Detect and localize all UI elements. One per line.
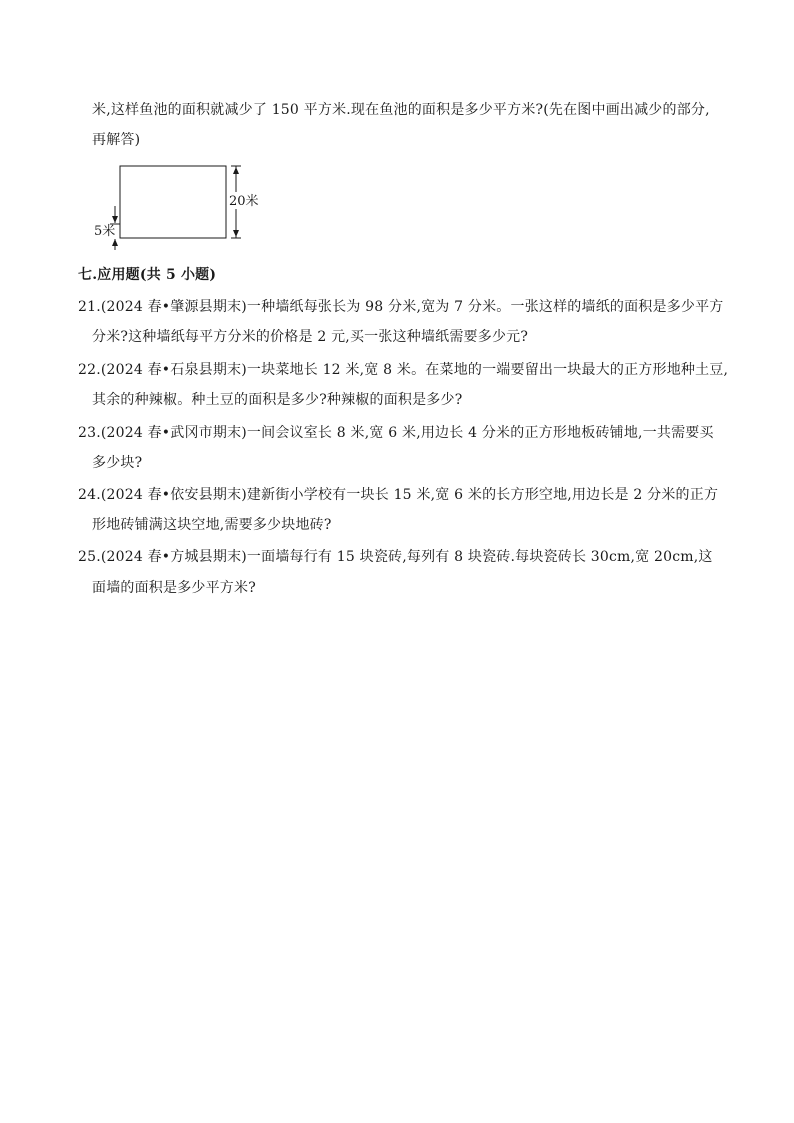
pond-diagram-svg [90,160,270,250]
problem-20-line-1: 米,这样鱼池的面积就减少了 150 平方米.现在鱼池的面积是多少平方米?(先在图中画出减少的部分, [92,102,710,118]
cut-label: 5米 [94,224,116,239]
height-arrow-up [233,167,239,174]
problem-25-line-2: 面墙的面积是多少平方米? [92,580,256,596]
problem-24-line-2: 形地砖铺满这块空地,需要多少块地砖? [92,517,332,533]
cut-arrow-bottom [112,239,118,246]
section-heading: 七.应用题(共 5 小题) [78,267,217,283]
problem-22-line-2: 其余的种辣椒。种土豆的面积是多少?种辣椒的面积是多少? [92,392,463,408]
pond-diagram [90,160,270,250]
height-arrow-down [233,230,239,237]
cut-arrow-top [112,216,118,223]
problem-21-line-2: 分米?这种墙纸每平方分米的价格是 2 元,买一张这种墙纸需要多少元? [92,329,529,345]
problem-24-line-1: 24.(2024 春•依安县期末)建新街小学校有一块长 15 米,宽 6 米的长方形空地,用边长是 2 分米的正方 [78,487,719,503]
problem-25-line-1: 25.(2024 春•方城县期末)一面墙每行有 15 块瓷砖,每列有 8 块瓷砖.每块瓷砖长 30cm,宽 20cm,这 [78,549,713,565]
problem-22-line-1: 22.(2024 春•石泉县期末)一块菜地长 12 米,宽 8 米。在菜地的一端要留出一块最大的正方形地种土豆, [78,362,729,378]
problem-23-line-2: 多少块? [92,455,143,471]
height-label: 20米 [229,194,259,209]
problem-21-line-1: 21.(2024 春•肇源县期末)一种墙纸每张长为 98 分米,宽为 7 分米。一张这样的墙纸的面积是多少平方 [78,299,724,315]
pond-rectangle [120,166,226,238]
problem-23-line-1: 23.(2024 春•武冈市期末)一间会议室长 8 米,宽 6 米,用边长 4 分米的正方形地板砖铺地,一共需要买 [78,425,714,441]
problem-20-line-2: 再解答) [92,132,141,148]
